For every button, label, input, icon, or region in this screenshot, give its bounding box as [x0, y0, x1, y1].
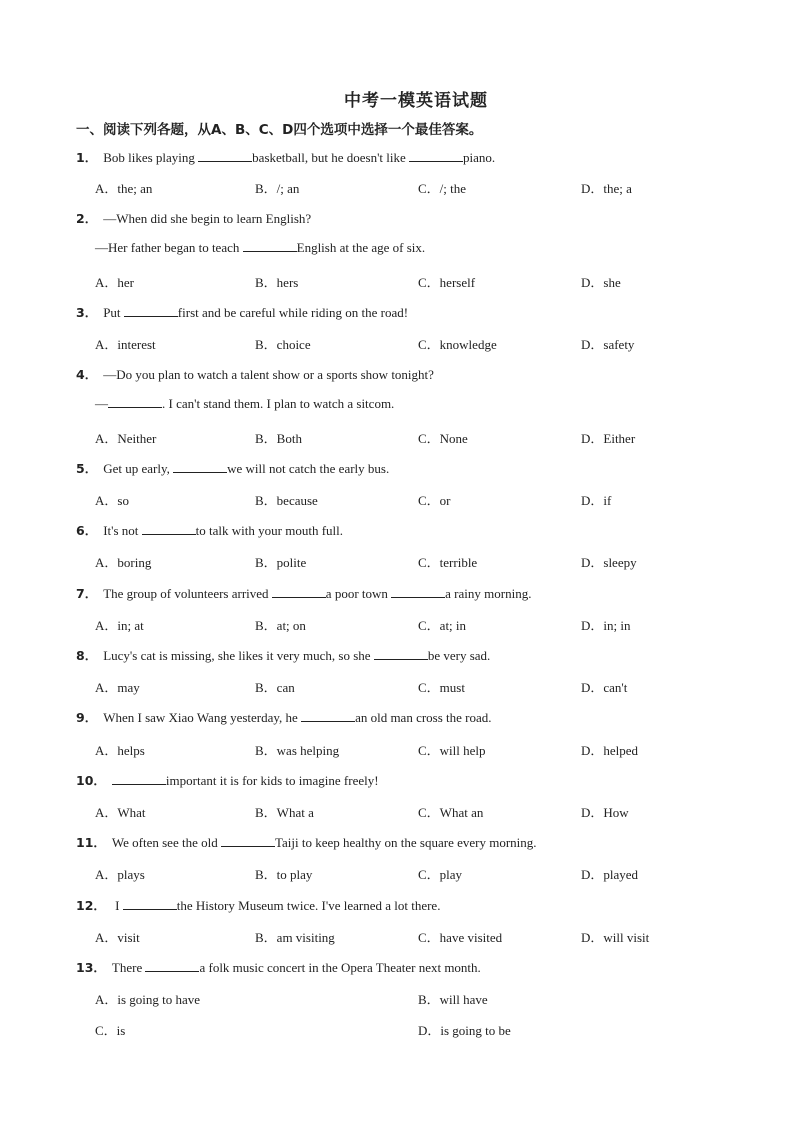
option-c[interactable]: C．is — [95, 1023, 126, 1038]
answer-blank — [124, 305, 178, 317]
stem-text: Taiji to keep healthy on the square every morning. — [274, 835, 537, 850]
question-stem — [76, 459, 389, 477]
stem-body — [112, 773, 379, 788]
page-title: 中考一模英语试题 — [344, 91, 488, 111]
stem-text: We often see the old — [111, 835, 221, 850]
answer-blank — [145, 960, 199, 972]
stem-body — [103, 523, 343, 538]
question-stem — [76, 646, 490, 664]
question-stem-continued — [95, 240, 425, 256]
stem-text: a folk music concert in the Opera Theater next month. — [199, 960, 481, 975]
option-a[interactable]: A．visit — [95, 930, 140, 945]
stem-text: the History Museum twice. I've learned a lot there. — [176, 898, 441, 913]
option-a[interactable]: A．her — [95, 275, 134, 290]
option-c[interactable]: C．None — [418, 431, 468, 446]
question-stem — [76, 365, 434, 383]
option-c[interactable]: C．herself — [418, 275, 476, 290]
answer-blank — [173, 461, 227, 473]
option-c[interactable]: C．must — [418, 680, 465, 695]
answer-blank — [409, 150, 463, 162]
answer-blank — [123, 898, 177, 910]
option-b[interactable]: B．can — [255, 680, 295, 695]
stem-text: I — [111, 898, 123, 913]
question-number: 3． — [76, 305, 98, 320]
option-a[interactable]: A．in; at — [95, 618, 144, 633]
option-b[interactable]: B．will have — [418, 992, 488, 1007]
option-d[interactable]: D．Either — [581, 431, 636, 446]
question-number: 2． — [76, 211, 98, 226]
question-stem — [76, 584, 531, 602]
stem-body — [103, 461, 389, 476]
stem-body — [103, 710, 491, 725]
stem-text: — — [95, 396, 108, 411]
stem-text: we will not catch the early bus. — [227, 461, 390, 476]
stem-text: be very sad. — [427, 648, 491, 663]
question-number: 4． — [76, 367, 98, 382]
answer-blank — [374, 648, 428, 660]
stem-text: . I can't stand them. I plan to watch a sitcom. — [162, 396, 395, 411]
question-number: 1． — [76, 150, 98, 165]
option-a[interactable]: A．interest — [95, 337, 156, 352]
stem-body — [103, 211, 311, 226]
question-stem — [76, 771, 379, 789]
question-stem — [76, 958, 481, 976]
option-d[interactable]: D．How — [581, 805, 629, 820]
option-b[interactable]: B．at; on — [255, 618, 306, 633]
option-a[interactable]: A．plays — [95, 867, 145, 882]
question-stem-continued — [95, 396, 394, 412]
option-d[interactable]: D．she — [581, 275, 621, 290]
option-d[interactable]: D．the; a — [581, 181, 632, 196]
option-a[interactable]: A．the; an — [95, 181, 153, 196]
question-number: 6． — [76, 523, 98, 538]
stem-text: There — [111, 960, 146, 975]
option-a[interactable]: A．What — [95, 805, 146, 820]
answer-blank — [301, 710, 355, 722]
option-d[interactable]: D．can't — [581, 680, 628, 695]
option-a[interactable]: A．so — [95, 493, 129, 508]
answer-blank — [221, 835, 275, 847]
option-c[interactable]: C．terrible — [418, 555, 478, 570]
answer-blank — [243, 240, 297, 252]
option-a[interactable]: A．is going to have — [95, 992, 201, 1007]
stem-body — [103, 648, 490, 663]
option-c[interactable]: C．or — [418, 493, 451, 508]
question-stem — [76, 833, 537, 851]
option-b[interactable]: B．What a — [255, 805, 314, 820]
option-b[interactable]: B．Both — [255, 431, 302, 446]
option-c[interactable]: C．will help — [418, 743, 486, 758]
option-d[interactable]: D．in; in — [581, 618, 631, 633]
question-stem — [76, 896, 440, 914]
answer-blank — [198, 150, 252, 162]
option-d[interactable]: D．sleepy — [581, 555, 637, 570]
stem-body — [112, 835, 537, 850]
stem-body — [103, 305, 408, 320]
stem-text: —When did she begin to learn English? — [103, 211, 312, 226]
option-c[interactable]: C．/; the — [418, 181, 467, 196]
question-number: 5． — [76, 461, 98, 476]
stem-text: Lucy's cat is missing, she likes it very much, so she — [103, 648, 374, 663]
question-number: 11． — [76, 835, 106, 850]
option-b[interactable]: B．polite — [255, 555, 307, 570]
stem-text: a poor town — [325, 586, 392, 601]
question-stem — [76, 148, 495, 166]
question-number: 9． — [76, 710, 98, 725]
option-c[interactable]: C．have visited — [418, 930, 503, 945]
stem-text: an old man cross the road. — [355, 710, 492, 725]
option-c[interactable]: C．knowledge — [418, 337, 497, 352]
option-c[interactable]: C．What an — [418, 805, 484, 820]
stem-body — [103, 150, 495, 165]
stem-body — [103, 367, 434, 382]
option-a[interactable]: A．helps — [95, 743, 145, 758]
option-a[interactable]: A．Neither — [95, 431, 157, 446]
option-d[interactable]: D．helped — [581, 743, 639, 758]
stem-text: —Do you plan to watch a talent show or a sports show tonight? — [103, 367, 434, 382]
stem-text: Bob likes playing — [103, 150, 199, 165]
question-number: 10． — [76, 773, 106, 788]
option-d[interactable]: D．safety — [581, 337, 635, 352]
stem-text: The group of volunteers arrived — [103, 586, 272, 601]
answer-blank — [142, 523, 196, 535]
option-a[interactable]: A．may — [95, 680, 140, 695]
option-b[interactable]: B．because — [255, 493, 318, 508]
stem-text: When I saw Xiao Wang yesterday, he — [103, 710, 302, 725]
option-b[interactable]: B．choice — [255, 337, 311, 352]
question-stem — [76, 303, 408, 321]
option-b[interactable]: B．hers — [255, 275, 299, 290]
stem-text: first and be careful while riding on the road! — [177, 305, 409, 320]
section-heading: 一、阅读下列各题，从A、B、C、D四个选项中选择一个最佳答案。 — [76, 122, 483, 138]
question-stem — [76, 209, 311, 227]
option-c[interactable]: C．play — [418, 867, 463, 882]
question-number: 13． — [76, 960, 106, 975]
stem-text: a rainy morning. — [445, 586, 532, 601]
stem-text: piano. — [463, 150, 496, 165]
stem-text: basketball, but he doesn't like — [252, 150, 410, 165]
option-d[interactable]: D．will visit — [581, 930, 650, 945]
question-stem — [76, 708, 492, 726]
question-number: 7． — [76, 586, 98, 601]
stem-body — [103, 586, 531, 601]
option-d[interactable]: D．played — [581, 867, 639, 882]
stem-body — [112, 960, 481, 975]
stem-text: —Her father began to teach — [95, 240, 243, 255]
option-c[interactable]: C．at; in — [418, 618, 467, 633]
question-number: 8． — [76, 648, 98, 663]
stem-text: Put — [103, 305, 124, 320]
option-b[interactable]: B．was helping — [255, 743, 340, 758]
option-b[interactable]: B．/; an — [255, 181, 300, 196]
answer-blank — [112, 773, 166, 785]
stem-text: to talk with your mouth full. — [195, 523, 343, 538]
answer-blank — [272, 586, 326, 598]
question-stem — [76, 521, 343, 539]
question-number: 12． — [76, 898, 106, 913]
answer-blank — [391, 586, 445, 598]
stem-text: important it is for kids to imagine freely! — [165, 773, 379, 788]
option-d[interactable]: D．if — [581, 493, 612, 508]
stem-body — [112, 898, 441, 913]
stem-text: It's not — [103, 523, 142, 538]
option-a[interactable]: A．boring — [95, 555, 152, 570]
option-b[interactable]: B．am visiting — [255, 930, 335, 945]
answer-blank — [108, 396, 162, 408]
stem-text: Get up early, — [103, 461, 174, 476]
option-d[interactable]: D．is going to be — [418, 1023, 511, 1038]
option-b[interactable]: B．to play — [255, 867, 313, 882]
stem-text: English at the age of six. — [296, 240, 426, 255]
